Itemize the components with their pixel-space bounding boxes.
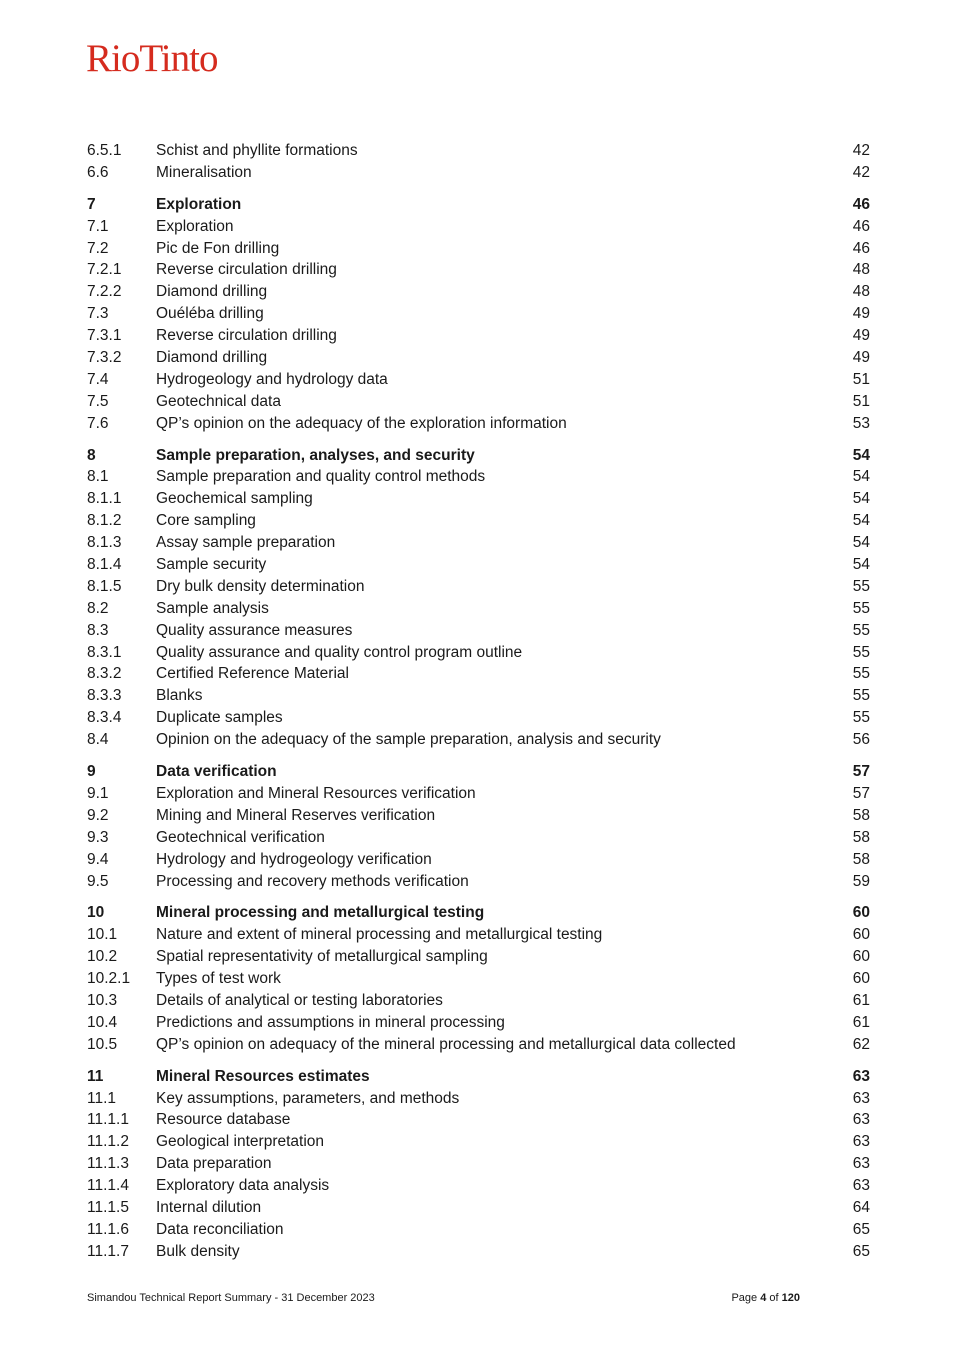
toc-entry-number: 8.1.3	[87, 534, 122, 552]
toc-entry-title: Exploration	[156, 195, 242, 213]
toc-entry-title: Quality assurance and quality control program outline	[156, 643, 523, 661]
toc-entry-title: Predictions and assumptions in mineral processing	[156, 1013, 505, 1031]
toc-row[interactable]	[87, 576, 870, 598]
toc-entry-title: Blanks	[156, 687, 203, 705]
toc-entry-title: Data preparation	[156, 1155, 272, 1173]
toc-entry-title: Nature and extent of mineral processing and metallurgical testing	[156, 926, 603, 944]
table-of-contents	[87, 140, 870, 1273]
toc-entry-number: 11.1.6	[87, 1220, 129, 1238]
toc-entry-number: 8.3	[87, 621, 109, 639]
toc-entry-page: 48	[852, 261, 870, 279]
toc-entry-number: 11.1.7	[87, 1242, 129, 1260]
toc-entry-title: Internal dilution	[156, 1198, 262, 1216]
toc-row[interactable]	[87, 303, 870, 325]
toc-entry-title: Mineral Resources estimates	[156, 1067, 370, 1085]
toc-entry-page: 65	[852, 1220, 870, 1238]
toc-entry-title: Details of analytical or testing laboratories	[156, 991, 443, 1009]
toc-entry-title: Bulk density	[156, 1242, 240, 1260]
toc-heading-row[interactable]	[87, 902, 870, 924]
toc-row[interactable]	[87, 1175, 870, 1197]
toc-entry-number: 9.2	[87, 806, 109, 824]
footer-page-indicator	[731, 1292, 800, 1304]
toc-row[interactable]	[87, 259, 870, 281]
toc-entry-title: Pic de Fon drilling	[156, 239, 280, 257]
toc-row[interactable]	[87, 1153, 870, 1175]
toc-entry-page: 54	[852, 490, 870, 508]
toc-row[interactable]	[87, 1131, 870, 1153]
toc-entry-page: 59	[852, 872, 870, 890]
toc-entry-page: 54	[852, 534, 870, 552]
toc-entry-title: Duplicate samples	[156, 709, 283, 727]
toc-entry-number: 7.3	[87, 305, 109, 323]
toc-entry-page: 60	[852, 904, 870, 922]
toc-row[interactable]	[87, 707, 870, 729]
toc-entry-title: Spatial representativity of metallurgical sampling	[156, 948, 488, 966]
toc-entry-page: 49	[852, 349, 870, 367]
toc-entry-title: Diamond drilling	[156, 283, 268, 301]
toc-row[interactable]	[87, 347, 870, 369]
toc-entry-number: 10.4	[87, 1013, 118, 1031]
toc-entry-title: QP’s opinion on the adequacy of the exploration information	[156, 414, 567, 432]
toc-entry-number: 7.2.2	[87, 283, 122, 301]
toc-entry-number: 10.2.1	[87, 970, 131, 988]
toc-entry-page: 60	[852, 970, 870, 988]
toc-row[interactable]	[87, 369, 870, 391]
toc-entry-title: Hydrology and hydrogeology verification	[156, 850, 432, 868]
toc-entry-page: 63	[852, 1155, 870, 1173]
toc-entry-title: Geotechnical data	[156, 392, 281, 410]
toc-entry-page: 58	[852, 828, 870, 846]
toc-entry-page: 53	[852, 414, 870, 432]
toc-row[interactable]	[87, 488, 870, 510]
toc-entry-number: 11.1.2	[87, 1133, 129, 1151]
toc-entry-title: Types of test work	[156, 970, 281, 988]
toc-entry-page: 63	[852, 1177, 870, 1195]
toc-entry-title: Diamond drilling	[156, 349, 268, 367]
toc-row[interactable]	[87, 1197, 870, 1219]
footer-document-title: Simandou Technical Report Summary - 31 December 2023	[87, 1292, 375, 1304]
toc-entry-number: 10.5	[87, 1035, 118, 1053]
toc-row[interactable]	[87, 685, 870, 707]
toc-entry-title: Ouéléba drilling	[156, 305, 264, 323]
toc-entry-title: Geological interpretation	[156, 1133, 325, 1151]
toc-row[interactable]	[87, 1088, 870, 1110]
toc-entry-number: 8.3.4	[87, 709, 122, 727]
toc-entry-page: 55	[852, 577, 870, 595]
toc-section	[87, 194, 870, 435]
toc-entry-number: 6.5.1	[87, 142, 122, 159]
toc-row[interactable]	[87, 642, 870, 664]
toc-entry-title: Sample preparation and quality control methods	[156, 468, 486, 486]
toc-entry-number: 8	[87, 446, 96, 464]
toc-entry-number: 8.1	[87, 468, 109, 486]
toc-entry-page: 58	[852, 806, 870, 824]
toc-entry-title: Hydrogeology and hydrology data	[156, 370, 388, 388]
toc-entry-page: 61	[852, 991, 870, 1009]
toc-row[interactable]	[87, 968, 870, 990]
toc-entry-number: 10.3	[87, 991, 118, 1009]
toc-entry-number: 8.1.1	[87, 490, 122, 508]
toc-entry-number: 9	[87, 763, 96, 781]
toc-entry-title: Mineralisation	[156, 163, 252, 181]
toc-entry-number: 11	[87, 1067, 104, 1085]
toc-entry-number: 11.1.1	[87, 1111, 129, 1129]
toc-entry-number: 8.3.2	[87, 665, 122, 683]
toc-row[interactable]	[87, 924, 870, 946]
toc-entry-page: 54	[852, 468, 870, 486]
toc-entry-page: 63	[852, 1067, 870, 1085]
toc-row[interactable]	[87, 238, 870, 260]
toc-entry-title: Core sampling	[156, 512, 256, 530]
toc-entry-title: Exploratory data analysis	[156, 1177, 330, 1195]
toc-entry-page: 64	[852, 1198, 870, 1216]
toc-row[interactable]	[87, 510, 870, 532]
toc-entry-title: Geotechnical verification	[156, 828, 325, 846]
toc-entry-number: 7.5	[87, 392, 109, 410]
toc-row[interactable]	[87, 1034, 870, 1056]
toc-row[interactable]	[87, 1219, 870, 1241]
toc-entry-number: 10.1	[87, 926, 118, 944]
toc-entry-page: 49	[852, 305, 870, 323]
toc-entry-title: Processing and recovery methods verification	[156, 872, 469, 890]
toc-entry-page: 57	[852, 763, 870, 781]
toc-entry-title: Key assumptions, parameters, and methods	[156, 1089, 460, 1107]
toc-section	[87, 761, 870, 892]
toc-entry-number: 7.2.1	[87, 261, 122, 279]
toc-entry-page: 54	[852, 556, 870, 574]
footer-page-label: Page	[731, 1292, 758, 1304]
toc-entry-number: 11.1	[87, 1089, 117, 1107]
toc-row[interactable]	[87, 990, 870, 1012]
toc-entry-number: 9.1	[87, 784, 109, 802]
toc-entry-title: Sample analysis	[156, 599, 269, 617]
toc-entry-page: 55	[852, 599, 870, 617]
footer-page-total: 120	[781, 1292, 800, 1304]
toc-entry-title: Quality assurance measures	[156, 621, 353, 639]
toc-row[interactable]	[87, 849, 870, 871]
toc-entry-title: Sample security	[156, 556, 267, 574]
toc-entry-number: 6.6	[87, 163, 109, 181]
toc-entry-number: 10.2	[87, 948, 118, 966]
toc-entry-page: 58	[852, 850, 870, 868]
toc-entry-title: Sample preparation, analyses, and security	[156, 446, 475, 464]
toc-row[interactable]	[87, 532, 870, 554]
toc-row[interactable]	[87, 1241, 870, 1263]
toc-entry-page: 60	[852, 926, 870, 944]
toc-row[interactable]	[87, 554, 870, 576]
toc-section	[87, 445, 870, 751]
toc-entry-title: Mining and Mineral Reserves verification	[156, 806, 436, 824]
toc-entry-page: 42	[852, 163, 870, 181]
toc-row[interactable]	[87, 325, 870, 347]
page-footer	[87, 1292, 800, 1304]
toc-entry-number: 7.1	[87, 217, 109, 235]
toc-row[interactable]	[87, 413, 870, 435]
toc-entry-page: 61	[852, 1013, 870, 1031]
toc-entry-title: Reverse circulation drilling	[156, 327, 337, 345]
toc-entry-number: 8.1.4	[87, 556, 122, 574]
toc-entry-page: 65	[852, 1242, 870, 1260]
toc-entry-number: 11.1.3	[87, 1155, 129, 1173]
toc-entry-number: 9.3	[87, 828, 109, 846]
toc-entry-title: Exploration and Mineral Resources verification	[156, 784, 476, 802]
toc-heading-row[interactable]	[87, 445, 870, 467]
toc-entry-number: 7	[87, 195, 96, 213]
toc-entry-page: 49	[852, 327, 870, 345]
toc-heading-row[interactable]	[87, 761, 870, 783]
rio-tinto-logo: RioTinto	[86, 37, 218, 80]
toc-row[interactable]	[87, 729, 870, 751]
toc-section	[87, 902, 870, 1055]
toc-entry-page: 46	[852, 195, 870, 213]
toc-entry-number: 7.2	[87, 239, 109, 257]
toc-entry-page: 54	[852, 512, 870, 530]
toc-entry-page: 51	[852, 370, 870, 388]
toc-entry-page: 62	[852, 1035, 870, 1053]
toc-entry-page: 54	[852, 446, 870, 464]
toc-entry-title: Assay sample preparation	[156, 534, 336, 552]
toc-entry-page: 46	[852, 239, 870, 257]
toc-row[interactable]	[87, 783, 870, 805]
toc-entry-title: Opinion on the adequacy of the sample preparation, analysis and security	[156, 731, 661, 749]
toc-row[interactable]	[87, 216, 870, 238]
toc-entry-page: 55	[852, 621, 870, 639]
toc-section	[87, 1066, 870, 1263]
toc-entry-title: Geochemical sampling	[156, 490, 313, 508]
toc-entry-number: 7.4	[87, 370, 109, 388]
toc-entry-page: 42	[852, 142, 870, 159]
toc-entry-page: 48	[852, 283, 870, 301]
toc-entry-title: Certified Reference Material	[156, 665, 349, 683]
toc-entry-number: 8.3.1	[87, 643, 122, 661]
toc-row[interactable]	[87, 466, 870, 488]
toc-row[interactable]	[87, 805, 870, 827]
toc-heading-row[interactable]	[87, 194, 870, 216]
toc-entry-title: Reverse circulation drilling	[156, 261, 337, 279]
toc-entry-title: QP’s opinion on adequacy of the mineral processing and metallurgical data collected	[156, 1035, 736, 1053]
toc-row[interactable]	[87, 281, 870, 303]
toc-entry-page: 60	[852, 948, 870, 966]
toc-row[interactable]	[87, 1109, 870, 1131]
toc-entry-page: 55	[852, 665, 870, 683]
footer-of-label: of	[769, 1292, 779, 1304]
toc-row[interactable]	[87, 162, 870, 184]
toc-entry-title: Schist and phyllite formations	[156, 142, 358, 159]
toc-entry-page: 56	[852, 731, 870, 749]
toc-entry-number: 8.4	[87, 731, 109, 749]
toc-entry-number: 9.5	[87, 872, 109, 890]
toc-row[interactable]	[87, 827, 870, 849]
toc-entry-page: 46	[852, 217, 870, 235]
toc-entry-number: 7.3.1	[87, 327, 122, 345]
toc-entry-number: 7.3.2	[87, 349, 122, 367]
toc-entry-number: 8.2	[87, 599, 109, 617]
toc-entry-title: Resource database	[156, 1111, 291, 1129]
toc-row[interactable]	[87, 598, 870, 620]
toc-entry-number: 7.6	[87, 414, 109, 432]
footer-page-number: 4	[760, 1292, 767, 1304]
toc-heading-row[interactable]	[87, 1066, 870, 1088]
toc-entry-number: 9.4	[87, 850, 109, 868]
toc-entry-title: Data reconciliation	[156, 1220, 284, 1238]
toc-row[interactable]	[87, 946, 870, 968]
toc-entry-page: 55	[852, 643, 870, 661]
toc-row[interactable]	[87, 140, 870, 162]
toc-entry-page: 63	[852, 1089, 870, 1107]
toc-entry-page: 63	[852, 1111, 870, 1129]
toc-row[interactable]	[87, 391, 870, 413]
toc-entry-number: 11.1.5	[87, 1198, 129, 1216]
toc-entry-number: 8.1.5	[87, 577, 122, 595]
toc-entry-title: Mineral processing and metallurgical testing	[156, 904, 485, 922]
toc-row[interactable]	[87, 663, 870, 685]
toc-entry-number: 8.1.2	[87, 512, 122, 530]
toc-entry-page: 51	[852, 392, 870, 410]
toc-entry-page: 55	[852, 687, 870, 705]
toc-entry-page: 55	[852, 709, 870, 727]
toc-row[interactable]	[87, 1012, 870, 1034]
toc-entry-title: Exploration	[156, 217, 234, 235]
toc-row[interactable]	[87, 871, 870, 893]
toc-entry-title: Data verification	[156, 763, 277, 781]
toc-entry-page: 57	[852, 784, 870, 802]
toc-section	[87, 140, 870, 184]
toc-row[interactable]	[87, 620, 870, 642]
toc-entry-title: Dry bulk density determination	[156, 577, 365, 595]
toc-entry-page: 63	[852, 1133, 870, 1151]
toc-entry-number: 11.1.4	[87, 1177, 129, 1195]
toc-entry-number: 10	[87, 904, 105, 922]
toc-entry-number: 8.3.3	[87, 687, 122, 705]
